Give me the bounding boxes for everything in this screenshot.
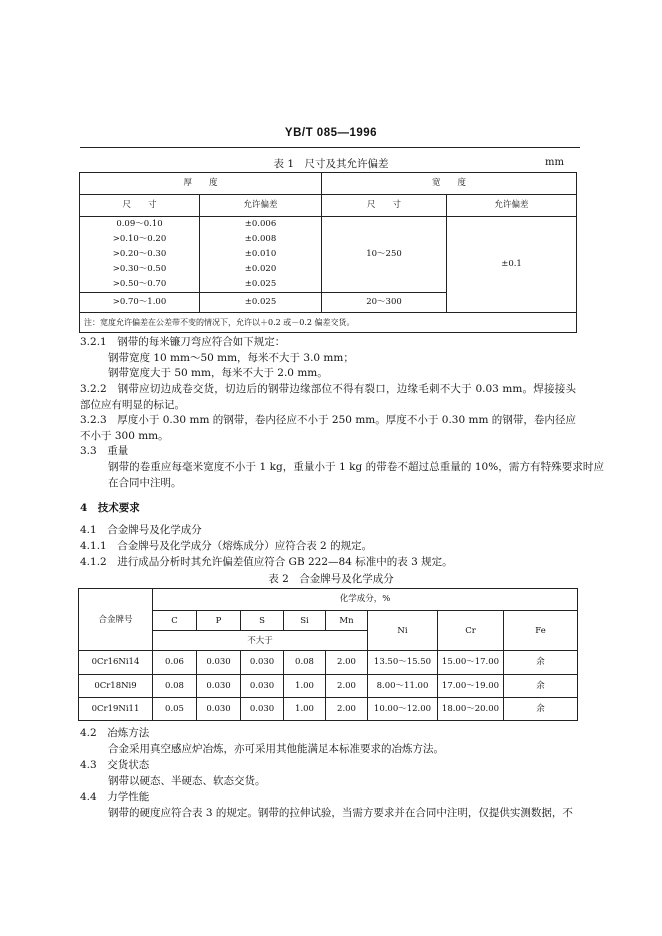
header-rule	[80, 147, 580, 148]
section-4-4-title: 4.4 力学性能	[80, 791, 150, 803]
thickness-size-cell: >0.30～0.50	[112, 264, 167, 274]
element-header-c: C	[153, 611, 197, 631]
table1-unit: mm	[545, 157, 564, 168]
thickness-tol-cell: ±0.020	[244, 264, 277, 274]
section-3-3-body: 钢带的卷重应每毫米宽度不小于 1 kg，重量小于 1 kg 的带卷不超过总重量的 10%，需方有特殊要求时应在合同中注明。	[108, 461, 604, 489]
thickness-tol-cell: ±0.006	[244, 219, 277, 229]
table-row	[79, 674, 578, 697]
element-header-ni: Ni	[368, 611, 438, 651]
table2-caption: 表 2 合金牌号及化学成分	[268, 573, 394, 585]
table1-note: 注：宽度允许偏差在公差带不变的情况下，允许以＋0.2 或－0.2 偏差交货。	[80, 313, 577, 333]
value-cell: 余	[504, 697, 578, 720]
value-cell: 8.00～11.00	[368, 674, 438, 697]
grade-cell: 0Cr16Ni14	[79, 651, 153, 674]
thickness-size-cell: >0.20～0.30	[112, 249, 167, 259]
thickness-size-label: 尺 寸	[80, 195, 200, 217]
thickness-sizes	[80, 217, 200, 293]
thickness-tol-last: ±0.025	[200, 293, 322, 313]
section-3-2-1-item-a: 钢带宽度 10 mm～50 mm，每米不大于 3.0 mm；	[108, 352, 354, 364]
table-row	[79, 697, 578, 720]
section-3-2-3: 3.2.3 厚度小于 0.30 mm 的钢带，卷内径应不小于 250 mm。厚度不小于 0.30 mm 的钢带，卷内径应不小于 300 mm。	[80, 414, 576, 442]
value-cell: 18.00～20.00	[438, 697, 504, 720]
section-3-3-title: 3.3 重量	[80, 445, 129, 457]
value-cell: 17.00～19.00	[438, 674, 504, 697]
width-tolerance-label: 允许偏差	[447, 195, 577, 217]
value-cell: 0.030	[197, 674, 241, 697]
value-cell: 0.06	[153, 651, 197, 674]
value-cell: 0.08	[284, 651, 326, 674]
value-cell: 0.08	[153, 674, 197, 697]
element-header-s: S	[241, 611, 284, 631]
element-header-cr: Cr	[438, 611, 504, 651]
table1	[79, 172, 577, 333]
thickness-tolerances	[200, 217, 322, 293]
width-size-label: 尺 寸	[322, 195, 447, 217]
table-row	[79, 651, 578, 674]
thickness-size-cell: >0.50～0.70	[112, 279, 167, 289]
thickness-size-cell: 0.09～0.10	[116, 219, 163, 229]
element-header-fe: Fe	[504, 611, 578, 651]
section-4-3-title: 4.3 交货状态	[80, 759, 150, 771]
width-header: 宽 度	[322, 173, 577, 195]
standard-header: YB/T 085—1996	[284, 127, 378, 139]
width-range-cell: 10～250	[322, 217, 447, 293]
value-cell: 2.00	[326, 697, 368, 720]
section-3-2-1-item-b: 钢带宽度大于 50 mm，每米不大于 2.0 mm。	[108, 367, 328, 379]
thickness-tol-cell: ±0.008	[244, 234, 277, 244]
value-cell: 0.030	[241, 697, 284, 720]
thickness-size-cell: >0.10～0.20	[112, 234, 167, 244]
element-header-p: P	[197, 611, 241, 631]
element-header-mn: Mn	[326, 611, 368, 631]
thickness-size-last: >0.70～1.00	[80, 293, 200, 313]
section-4-2-title: 4.2 冶炼方法	[80, 727, 150, 739]
element-header-si: Si	[284, 611, 326, 631]
width-tolerance-cell: ±0.1	[447, 217, 577, 313]
thickness-header: 厚 度	[80, 173, 322, 195]
grade-cell: 0Cr19Ni11	[79, 697, 153, 720]
value-cell: 1.00	[284, 674, 326, 697]
thickness-tol-cell: ±0.010	[244, 249, 277, 259]
value-cell: 2.00	[326, 651, 368, 674]
section-4-1-1: 4.1.1 合金牌号及化学成分（熔炼成分）应符合表 2 的规定。	[80, 540, 373, 552]
section-4-1-2: 4.1.2 进行成品分析时其允许偏差值应符合 GB 222—84 标准中的表 3 规定。	[80, 556, 453, 568]
value-cell: 余	[504, 651, 578, 674]
grade-header: 合金牌号	[79, 589, 153, 651]
value-cell: 13.50～15.50	[368, 651, 438, 674]
thickness-tol-cell: ±0.025	[244, 279, 277, 289]
value-cell: 0.030	[241, 651, 284, 674]
value-cell: 0.030	[241, 674, 284, 697]
value-cell: 15.00～17.00	[438, 651, 504, 674]
composition-header: 化学成分，%	[153, 589, 578, 611]
section-3-2-2: 3.2.2 钢带应切边成卷交货，切边后的钢带边缘部位不得有裂口，边缘毛刺不大于 0.03 mm。焊接接头部位应有明显的标记。	[80, 383, 576, 411]
table1-caption: 表 1 尺寸及其允许偏差	[273, 158, 389, 170]
value-cell: 余	[504, 674, 578, 697]
section-4-1-title: 4.1 合金牌号及化学成分	[80, 524, 202, 536]
section-4-4-body: 钢带的硬度应符合表 3 的规定。钢带的拉伸试验，当需方要求并在合同中注明，仅提供实测数据，不	[108, 807, 573, 819]
table2	[78, 588, 578, 721]
grade-cell: 0Cr18Ni9	[79, 674, 153, 697]
value-cell: 1.00	[284, 697, 326, 720]
value-cell: 0.030	[197, 651, 241, 674]
not-greater-label: 不大于	[153, 631, 368, 651]
value-cell: 0.030	[197, 697, 241, 720]
section-4-2-body: 合金采用真空感应炉冶炼，亦可采用其他能满足本标准要求的冶炼方法。	[108, 743, 444, 755]
thickness-tolerance-label: 允许偏差	[200, 195, 322, 217]
value-cell: 0.05	[153, 697, 197, 720]
width-range-cell: 20～300	[322, 293, 447, 313]
section-3-2-1: 3.2.1 钢带的每米镰刀弯应符合如下规定：	[80, 336, 286, 348]
value-cell: 2.00	[326, 674, 368, 697]
value-cell: 10.00～12.00	[368, 697, 438, 720]
section-4-title: 4 技术要求	[80, 502, 140, 514]
section-4-3-body: 钢带以硬态、半硬态、软态交货。	[108, 775, 266, 787]
